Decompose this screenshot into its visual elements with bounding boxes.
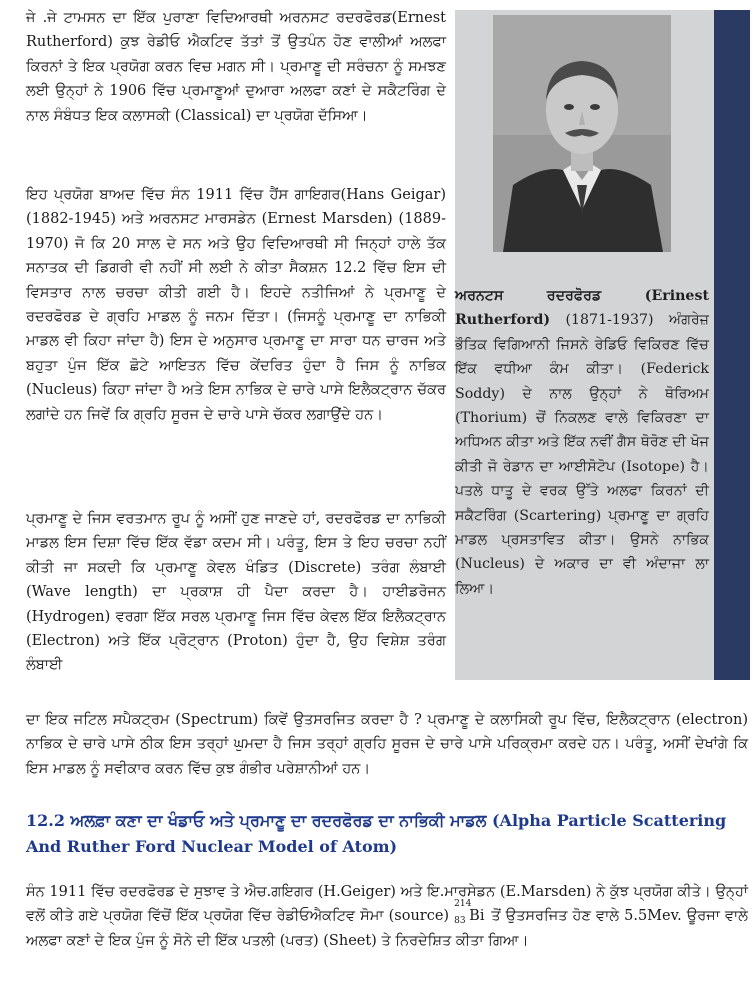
isotope-atomic-number: 83 <box>454 916 466 927</box>
experiment-text-start: ਸੰਨ 1911 ਵਿੱਚ ਰਦਰਫੋਰਡ ਦੇ ਸੁਝਾਵ ਤੇ ਐਚ.ਗਇਗਰ (H.Geiger) ਅਤੇ ਇ.ਮਾਰਸੇਡਨ (E.Marsden) ਨੇ ਕੁੱਝ ਪ੍ਰਯੋਗ ਕੀਤੇ। ਉਨ੍ਹਾਂ ਵਲੋਂ ਕੀਤੇ ਗਏ ਪ੍ਰਯੋਗ ਵਿੱਚੋਂ ਇੱਕ ਪ੍ਰਯੋਗ ਵਿੱਚ ਰੇਡੀਓਐਕਟਿਵ ਸੋਮਾ (source) <box>26 884 748 925</box>
portrait-drawing <box>493 15 671 252</box>
current-model-paragraph: ਪ੍ਰਮਾਣੂ ਦੇ ਜਿਸ ਵਰਤਮਾਨ ਰੂਪ ਨੂੰ ਅਸੀਂ ਹੁਣ ਜਾਣਦੇ ਹਾਂ, ਰਦਰਫੋਰਡ ਦਾ ਨਾਭਿਕੀ ਮਾਡਲ ਇਸ ਦਿਸ਼ਾ ਵਿੱਚ ਇੱਕ ਵੱਡਾ ਕਦਮ ਸੀ। ਪਰੰਤੂ, ਇਸ ਤੇ ਇਹ ਚਰਚਾ ਨਹੀਂ ਕੀਤੀ ਜਾ ਸਕਦੀ ਕਿ ਪ੍ਰਮਾਣੂ ਕੇਵਲ ਖੰਡਿਤ (Discrete) ਤਰੰਗ ਲੰਬਾਈ (Wave length) ਦਾ ਪ੍ਰਕਾਸ਼ ਹੀ ਪੈਦਾ ਕਰਦਾ ਹੈ। ਹਾਈਡਰੋਜਨ (Hydrogen) ਵਰਗਾ ਇੱਕ ਸਰਲ ਪ੍ਰਮਾਣੂ ਜਿਸ ਵਿੱਚ ਕੇਵਲ ਇੱਕ ਇਲੈਕਟ੍ਰਾਨ (Electron) ਅਤੇ ਇੱਕ ਪ੍ਰੋਟ੍ਰਾਨ (Proton) ਹੁੰਦਾ ਹੈ, ਉਹ ਵਿਸ਼ੇਸ਼ ਤਰੰਗ ਲੰਬਾਈ <box>26 511 446 674</box>
biography-text: ਅੰਗਰੇਜ਼ ਭੌਤਿਕ ਵਿਗਿਆਨੀ ਜਿਸਨੇ ਰੇਡਿਓ ਵਿਕਿਰਣ ਵਿੱਚ ਇੱਕ ਵਧੀਆ ਕੰਮ ਕੀਤਾ। (Federick Soddy) ਦੇ ਨਾਲ ਉਨ੍ਹਾਂ ਨੇ ਥੋਰਿਅਮ (Thorium) ਚੋਂ ਨਿਕਲਣ ਵਾਲੇ ਵਿਕਿਰਣਾ ਦਾ ਅਧਿਅਨ ਕੀਤਾ ਅਤੇ ਇੱਕ ਨਵੀਂ ਗੈਸ ਥੋਰੋਣ ਦੀ ਖੋਜ ਕੀਤੀ ਜੋ ਰੇਡਾਨ ਦਾ ਆਈਸੋਟੋਪ (Isotope) ਹੈ। ਪਤਲੇ ਧਾਤੂ ਦੇ ਵਰਕ ਉੱਤੇ ਅਲਫਾ ਕਿਰਨਾਂ ਦੀ ਸਕੈਟਰਿੰਗ (Scartering) ਪ੍ਰਮਾਣੂ ਦਾ ਗ੍ਰਹਿ ਮਾਡਲ ਪ੍ਰਸਤਾਵਿਤ ਕੀਤਾ। ਉਸਨੇ ਨਾਭਿਕ (Nucleus) ਦੇ ਅਕਾਰ ਦਾ ਵੀ ਅੰਦਾਜਾ ਲਾ ਲਿਆ। <box>455 312 709 597</box>
intro-paragraph: ਜੇ .ਜੇ ਟਾਮਸਨ ਦਾ ਇੱਕ ਪੁਰਾਣਾ ਵਿਦਿਆਰਥੀ ਅਰਨਸਟ ਰਦਰਫੋਰਡ(Ernest Rutherford) ਕੁਝ ਰੇਡੀਓ ਐਕਟਿਵ ਤੱਤਾਂ ਤੋਂ ਉਤਪੰਨ ਹੋਣ ਵਾਲੀਆਂ ਅਲਫਾ ਕਿਰਨਾਂ ਤੇ ਇਕ ਪ੍ਰਯੋਗ ਕਰਨ ਵਿਚ ਮਗਨ ਸੀ। ਪ੍ਰਮਾਣੂ ਦੀ ਸਰੰਚਨਾ ਨੂੰ ਸਮਝਣ ਲਈ ਉਨ੍ਹਾਂ ਨੇ 1906 ਵਿੱਚ ਪ੍ਰਮਾਣੂਆਂ ਦੁਆਰਾ ਅਲਫਾ ਕਣਾਂ ਦੇ ਸਕੈਟਰਿੰਗ ਦੇ ਨਾਲ ਸੰਬੰਧਤ ਇਕ ਕਲਾਸਕੀ (Classical) ਦਾ ਪ੍ਰਯੋਗ ਦੱਸਿਆ। <box>26 10 446 124</box>
geiger-marsden-paragraph: ਇਹ ਪ੍ਰਯੋਗ ਬਾਅਦ ਵਿੱਚ ਸੰਨ 1911 ਵਿੱਚ ਹੈਂਸ ਗਾਇਗਰ(Hans Geigar) (1882-1945) ਅਤੇ ਅਰਨਸਟ ਮਾਰਸਡੇਨ (Ernest Marsden) (1889-1970) ਜੋ ਕਿ 20 ਸਾਲ ਦੇ ਸਨ ਅਤੇ ਉਹ ਵਿਦਿਆਰਥੀ ਸੀ ਜਿਨ੍ਹਾਂ ਹਾਲੇ ਤੱਕ ਸਨਾਤਕ ਦੀ ਡਿਗਰੀ ਵੀ ਨਹੀਂ ਸੀ ਲਈ ਨੇ ਕੀਤਾ ਸੈਕਸ਼ਨ 12.2 ਵਿੱਚ ਇਸ ਦੀ ਵਿਸਤਾਰ ਨਾਲ ਚਰਚਾ ਕੀਤੀ ਗਈ ਹੈ। ਇਹਦੇ ਨਤੀਜਿਆਂ ਨੇ ਪ੍ਰਮਾਣੂ ਦੇ ਰਦਰਫੋਰਡ ਦੇ ਗ੍ਰਹਿ ਮਾਡਲ ਨੂੰ ਜਨਮ ਦਿੱਤਾ। (ਜਿਸਨੂੰ ਪ੍ਰਮਾਣੂ ਦਾ ਨਾਭਿਕੀ ਮਾਡਲ ਵੀ ਕਿਹਾ ਜਾਂਦਾ ਹੈ) ਇਸ ਦੇ ਅਨੁਸਾਰ ਪ੍ਰਮਾਣੂ ਦਾ ਸਾਰਾ ਧਨ ਚਾਰਜ ਅਤੇ ਬਹੁਤਾ ਪੁੰਜ ਇੱਕ ਛੋਟੇ ਆਇਤਨ ਵਿੱਚ ਕੇਂਦਰਿਤ ਹੁੰਦਾ ਹੈ ਜਿਸ ਨੂੰ ਨਾਭਿਕ (Nucleus) ਕਿਹਾ ਜਾਂਦਾ ਹੈ ਅਤੇ ਇਸ ਨਾਭਿਕ ਦੇ ਚਾਰੇ ਪਾਸੇ ਇਲੈਕਟ੍ਰਾਨ ਚੱਕਰ ਲਗਾਂਦੇ ਹਨ ਜਿਵੇਂ ਕਿ ਗ੍ਰਹਿ ਸੂਰਜ ਦੇ ਚਾਰੇ ਪਾਸੇ ਚੱਕਰ ਲਗਾਉਂਦੇ ਹਨ। <box>26 187 446 423</box>
rutherford-name: ਅਰਨਟਸ ਰਦਰਫੋਰਡ (Erinest Rutherford) <box>455 288 709 329</box>
sidebar-side-band <box>714 10 750 680</box>
experiment-text-end: ਤੋਂ ਉਤਸਰਜਿਤ ਹੋਣ ਵਾਲੇ 5.5Mev. ਊਰਜਾ ਵਾਲੇ ਅਲਫਾ ਕਣਾਂ ਦੇ ਇਕ ਪੁੰਜ ਨੂੰ ਸੋਨੇ ਦੀ ਇੱਕ ਪਤਲੀ (ਪਰਤ) (Sheet) ਤੇ ਨਿਰਦੇਸ਼ਿਤ ਕੀਤਾ ਗਿਆ। <box>26 908 748 949</box>
rutherford-dates: (1871-1937) <box>550 312 669 329</box>
rutherford-biography <box>455 284 709 601</box>
isotope-notation <box>454 899 486 928</box>
isotope-symbol: Bi <box>469 908 485 925</box>
section-heading: 12.2 ਅਲਫ਼ਾ ਕਣਾ ਦਾ ਖੰਡਾਓ ਅਤੇ ਪ੍ਰਮਾਣੂ ਦਾ ਰਦਰਫੋਰਡ ਦਾ ਨਾਭਿਕੀ ਮਾਡਲ (Alpha Particle Scattering And Ruther Ford Nuclear Model of Atom) <box>26 811 727 856</box>
experiment-paragraph <box>26 880 748 953</box>
spectrum-paragraph: ਦਾ ਇਕ ਜਟਿਲ ਸਪੈਕਟ੍ਰਮ (Spectrum) ਕਿਵੇਂ ਉਤਸਰਜਿਤ ਕਰਦਾ ਹੈ ? ਪ੍ਰਮਾਣੂ ਦੇ ਕਲਾਸਿਕੀ ਰੂਪ ਵਿੱਚ, ਇਲੈਕਟ੍ਰਾਨ (electron) ਨਾਭਿਕ ਦੇ ਚਾਰੇ ਪਾਸੇ ਠੀਕ ਇਸ ਤਰ੍ਹਾਂ ਘੁਮਦਾ ਹੈ ਜਿਸ ਤਰ੍ਹਾਂ ਗ੍ਰਹਿ ਸੂਰਜ ਦੇ ਚਾਰੇ ਪਾਸੇ ਪਰਿਕ੍ਰਮਾ ਕਰਦੇ ਹਨ। ਪਰੰਤੂ, ਅਸੀਂ ਦੇਖਾਂਗੇ ਕਿ ਇਸ ਮਾਡਲ ਨੂੰ ਸਵੀਕਾਰ ਕਰਨ ਵਿੱਚ ਕੁਝ ਗੰਭੀਰ ਪਰੇਸ਼ਾਨੀਆਂ ਹਨ। <box>26 712 748 777</box>
isotope-mass-number: 214 <box>454 899 472 910</box>
rutherford-portrait-photo <box>493 15 671 252</box>
